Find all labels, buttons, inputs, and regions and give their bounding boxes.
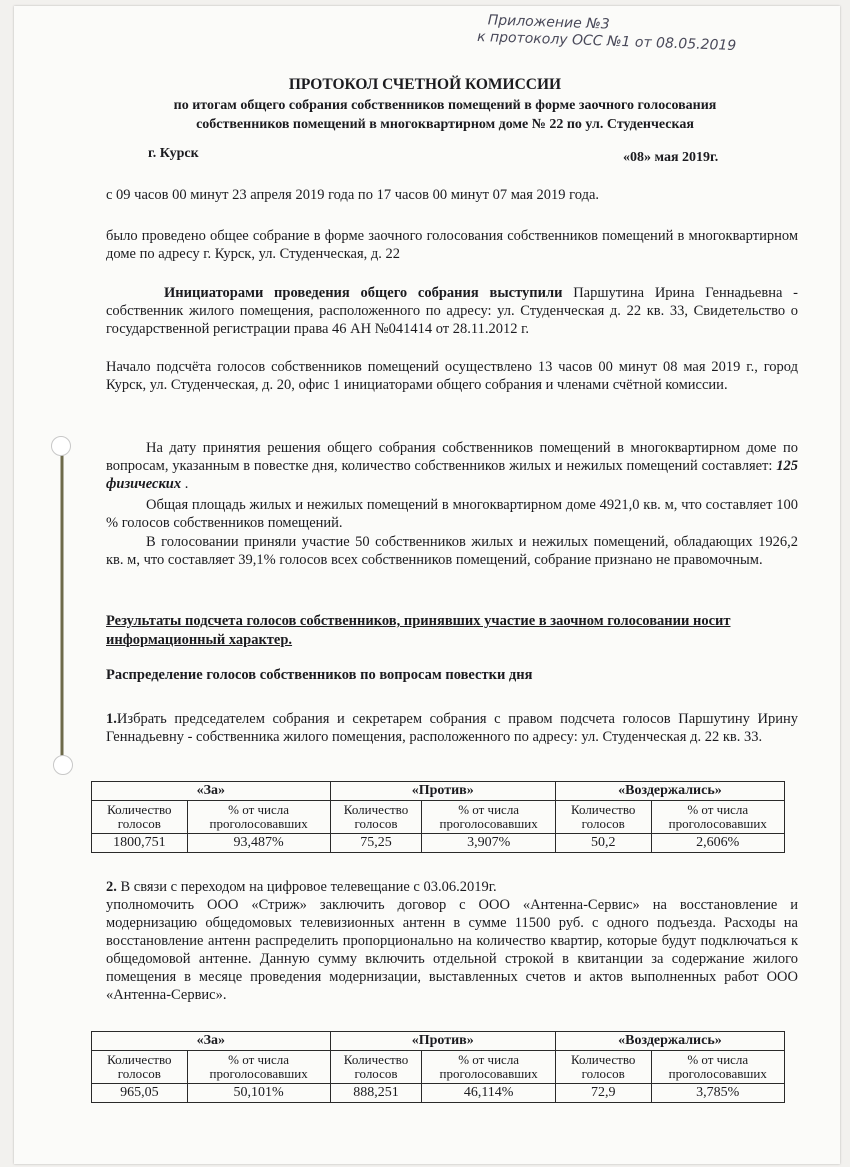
header-against: «Против» <box>330 1032 555 1051</box>
cell-for-count: 1800,751 <box>92 834 188 853</box>
owners-count-value: 125 физических <box>106 458 798 492</box>
header-against: «Против» <box>330 782 555 801</box>
initiators-text: Паршутина Ирина Геннадьевна - собственник жилого помещения, расположенного по адресу: ул. Студенческая д. 22 кв. 33, Свидетельство о государственной регистрации права 46 АН №041414 от 28.11.2012 г. <box>106 285 798 337</box>
area-paragraph: Общая площадь жилых и нежилых помещений в многоквартирном доме 4921,0 кв. м, что составляет 100 % голосов собственников помещений. <box>106 497 798 531</box>
participation-paragraph: В голосовании приняли участие 50 собственников жилых и нежилых помещений, обладающих 1926,2 кв. м, что составляет 39,1% голосов всех собственников помещений, собрание признано не правомочным. <box>106 534 798 568</box>
initiators-paragraph <box>106 284 798 338</box>
question-text: Избрать председателем собрания и секретарем собрания с правом подсчета голосов Паршутину Ирину Геннадьевну - собственника жилого помещения, расположенного по адресу: ул. Студенческая д. 22 кв. 33. <box>106 711 798 745</box>
cell-abstain-percent: 3,785% <box>651 1084 784 1103</box>
table-row <box>92 834 785 853</box>
subheader-percent: % от числа проголосовавших <box>651 801 784 834</box>
cell-abstain-count: 72,9 <box>555 1084 651 1103</box>
document-subtitle: по итогам общего собрания собственников помещений в форме заочного голосования <box>173 98 717 113</box>
cell-against-percent: 46,114% <box>422 1084 555 1103</box>
owners-count-end: . <box>181 476 189 492</box>
question-2-intro <box>106 878 798 896</box>
question-number: 2. <box>106 879 117 895</box>
document-subtitle: собственников помещений в многоквартирном доме № 22 по ул. Студенческая <box>196 117 694 132</box>
distribution-heading: Распределение голосов собственников по вопросам повестки дня <box>106 667 533 683</box>
cell-against-count: 888,251 <box>330 1084 422 1103</box>
question-1 <box>106 710 798 746</box>
subheader-percent: % от числа проголосовавших <box>651 1051 784 1084</box>
results-heading: Результаты подсчета голосов собственников, принявших участие в заочном голосовании носит информационный характер. <box>106 613 731 648</box>
subheader-count: Количество голосов <box>330 801 422 834</box>
cell-abstain-percent: 2,606% <box>651 834 784 853</box>
subheader-count: Количество голосов <box>92 801 188 834</box>
thread-icon <box>58 448 66 766</box>
handwritten-line: Приложение №3 <box>487 12 610 33</box>
subheader-count: Количество голосов <box>555 1051 651 1084</box>
question-number: 1. <box>106 711 117 727</box>
subheader-count: Количество голосов <box>555 801 651 834</box>
question-2: уполномочить ООО «Стриж» заключить договор с ООО «Антенна-Сервис» на восстановление и модернизацию общедомовых телевизионных антенн в сумме 11500 руб. с одного подъезда. Расходы на восстановление антенн распределить пропорционально на количество квартир, которые будут подключаться к общедомовой антенне. Данную сумму включить отдельной строкой в квитанции за содержание жилого помещения в месяце проведения модернизации, выставленных счетов и актов выполненных работ ООО «Антенна-Сервис». <box>106 897 798 1003</box>
subheader-percent: % от числа проголосовавших <box>187 801 330 834</box>
subheader-percent: % от числа проголосовавших <box>187 1051 330 1084</box>
header-for: «За» <box>92 1032 331 1051</box>
cell-for-percent: 93,487% <box>187 834 330 853</box>
header-abstain: «Воздержались» <box>555 1032 784 1051</box>
cell-against-count: 75,25 <box>330 834 422 853</box>
subheader-count: Количество голосов <box>92 1051 188 1084</box>
document-title: ПРОТОКОЛ СЧЕТНОЙ КОМИССИИ <box>288 76 562 93</box>
owners-count-text: На дату принятия решения общего собрания собственников помещений в многоквартирном доме по вопросам, указанным в повестке дня, количество собственников жилых и нежилых помещений составляет: <box>106 440 798 474</box>
subheader-percent: % от числа проголосовавших <box>422 1051 555 1084</box>
count-start-paragraph: Начало подсчёта голосов собственников помещений осуществлено 13 часов 00 минут 08 мая 2019 г., город Курск, ул. Студенческая, д. 20, офис 1 инициаторами общего собрания и членами счётной комиссии. <box>106 359 798 393</box>
binder-thread <box>58 448 66 766</box>
cell-for-count: 965,05 <box>92 1084 188 1103</box>
punch-hole <box>51 436 71 456</box>
initiators-label: Инициаторами проведения общего собрания выступили <box>164 285 563 301</box>
question-intro: В связи с переходом на цифровое телевещание с 03.06.2019г. <box>116 879 497 895</box>
period-paragraph: с 09 часов 00 минут 23 апреля 2019 года по 17 часов 00 минут 07 мая 2019 года. <box>106 187 600 203</box>
header-for: «За» <box>92 782 331 801</box>
punch-hole <box>53 755 73 775</box>
votes-table-2 <box>91 1031 785 1103</box>
cell-against-percent: 3,907% <box>422 834 555 853</box>
document-date: «08» мая 2019г. <box>623 150 719 165</box>
held-paragraph: было проведено общее собрание в форме заочного голосования собственников помещений в многоквартирном доме по адресу г. Курск, ул. Студенческая, д. 22 <box>106 228 798 262</box>
cell-for-percent: 50,101% <box>187 1084 330 1103</box>
header-abstain: «Воздержались» <box>555 782 784 801</box>
owners-count-paragraph <box>106 439 798 493</box>
votes-table-1 <box>91 781 785 853</box>
table-row <box>92 1084 785 1103</box>
subheader-percent: % от числа проголосовавших <box>422 801 555 834</box>
city: г. Курск <box>148 146 199 161</box>
cell-abstain-count: 50,2 <box>555 834 651 853</box>
subheader-count: Количество голосов <box>330 1051 422 1084</box>
handwritten-line: к протоколу ОСС №1 от 08.05.2019 <box>476 28 737 55</box>
